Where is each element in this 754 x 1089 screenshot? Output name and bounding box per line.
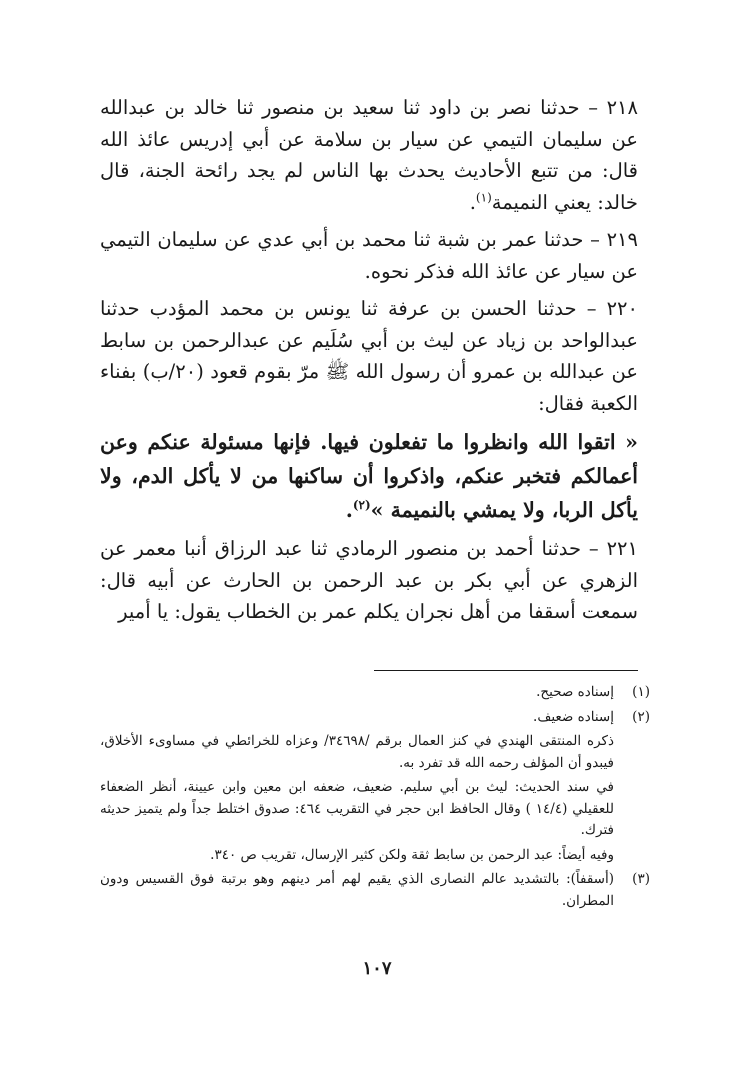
hadith-219: ٢١٩ – حدثنا عمر بن شبة ثنا محمد بن أبي عدي عن سليمان التيمي عن سيار عن عائذ الله فذكر نحوه. (100, 228, 638, 283)
hadith-220: ٢٢٠ – حدثنا الحسن بن عرفة ثنا يونس بن محمد المؤدب حدثنا عبدالواحد بن زياد عن ليث بن أبي سُلَيم عن عبدالرحمن بن سابط عن عبدالله بن عمرو أن رسول الله ﷺ مرّ بقوم قعود (٢٠/ب) بفناء الكعبة فقال: (100, 297, 638, 415)
hadith-218: ٢١٨ – حدثنا نصر بن داود ثنا سعيد بن منصور ثنا خالد بن عبدالله عن سليمان التيمي عن سيار بن سلامة عن أبي إدريس عائذ الله قال: من تتبع الأحاديث يحدث بها الناس لم يجد رائحة الجنة، قال خالد: يعني النميمة$^{(١)}$. (100, 96, 638, 214)
footnote-line: وفيه أيضاً: عبد الرحمن بن سابط ثقة ولكن كثير الإرسال، تقريب ص ٣٤٠. (210, 846, 614, 863)
footnotes (100, 682, 650, 915)
footnote-line: في سند الحديث: ليث بن أبي سليم. ضعيف، ضعفه ابن معين وابن عيينة، أنظر الضعفاء للعقيلي (١٤/٤ ) وقال الحافظ ابن حجر في التقريب ٤٦٤: صدوق اختلط جداً ولم يتميز حديثه فترك. (100, 779, 615, 838)
footnote-number: (٢) (632, 708, 650, 725)
footnote-body (100, 869, 614, 915)
footnote-line: ذكره المنتقى الهندي في كنز العمال برقم /٣٤٦٩٨/ وعزاه للخرائطي في مساوىء الأخلاق، فيبدو أن المؤلف رحمه الله قد تفرد به. (100, 733, 614, 771)
footnote-2 (100, 707, 650, 870)
footnote-number: (٣) (632, 871, 650, 887)
footnote-divider (374, 670, 638, 671)
footnote-line: (أسقفاً): بالتشديد عالم النصارى الذي يقيم لهم أمر دينهم وهو برتبة فوق القسيس ودون المطران. (100, 871, 614, 909)
main-text (100, 92, 638, 634)
footnote-body (100, 707, 614, 870)
hadith-220-matn: « اتقوا الله وانظروا ما تفعلون فيها. فإنها مسئولة عنكم وعن أعمالكم فتخبر عنكم، واذكروا أن ساكنها من لا يأكل الدم، ولا يأكل الربا، ولا يمشي بالنميمة »$^{(٢)}$. (100, 430, 638, 522)
footnote-number: (١) (632, 684, 650, 700)
page-number: ١٠٧ (362, 958, 392, 979)
footnote-body (100, 682, 614, 707)
hadith-220-matn-text: « اتقوا الله وانظروا ما تفعلون فيها. فإنها مسئولة عنكم وعن أعمالكم فتخبر عنكم، واذكروا أن ساكنها من لا يأكل الدم، ولا يأكل الربا، ولا يمشي بالنميمة » (100, 430, 638, 522)
footnote-line: إسناده ضعيف. (533, 708, 614, 725)
footnote-1 (100, 682, 650, 707)
hadith-221: ٢٢١ – حدثنا أحمد بن منصور الرمادي ثنا عبد الرزاق أنبا معمر عن الزهري عن أبي بكر بن عبد الرحمن بن الحارث عن أبيه قال: سمعت أسقفا من أهل نجران يكلم عمر بن الخطاب يقول: يا أمير (100, 537, 638, 623)
hadith-218-text: ٢١٨ – حدثنا نصر بن داود ثنا سعيد بن منصور ثنا خالد بن عبدالله عن سليمان التيمي عن سيار بن سلامة عن أبي إدريس عائذ الله قال: من تتبع الأحاديث يحدث بها الناس لم يجد رائحة الجنة، قال خالد: يعني النميمة (100, 96, 638, 214)
footnote-line: إسناده صحيح. (536, 684, 614, 700)
footnote-ref-2: (٢) (352, 498, 371, 513)
footnote-3 (100, 869, 650, 915)
footnote-ref-1: (١) (475, 190, 492, 204)
